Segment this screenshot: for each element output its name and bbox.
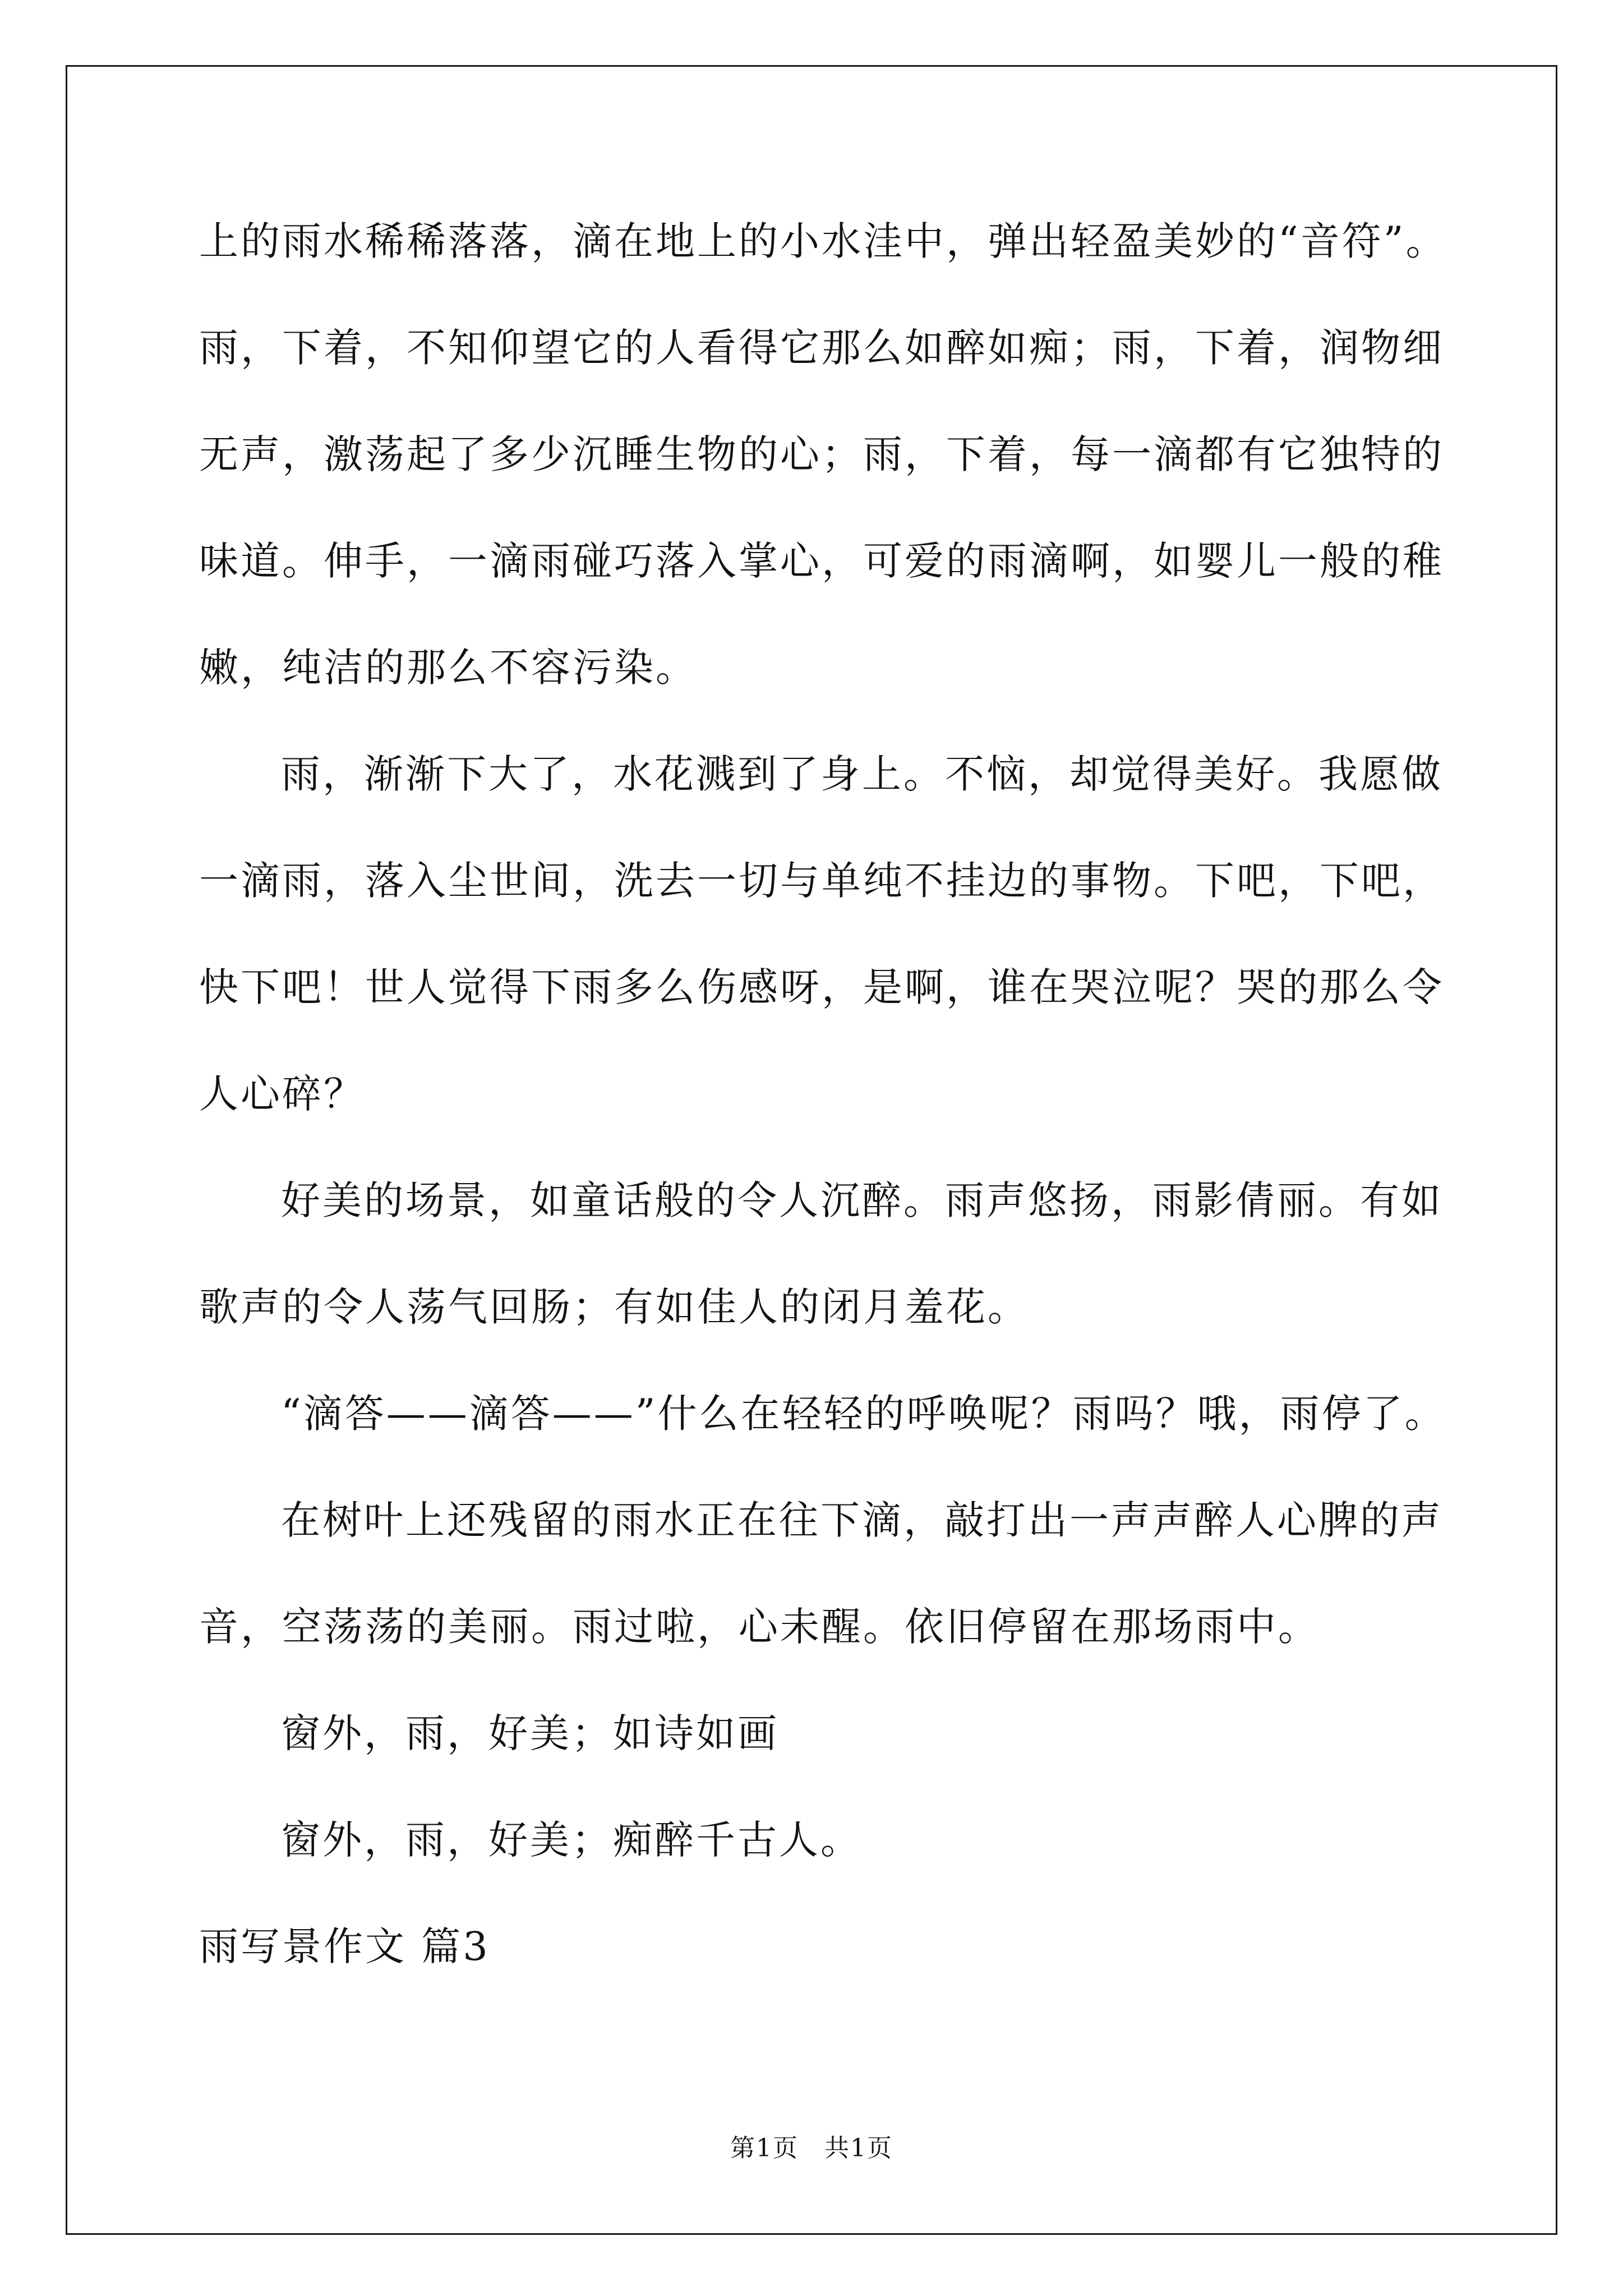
page-border (66, 65, 1557, 2235)
text-line: 一滴雨，落入尘世间，洗去一切与单纯不挂边的事物。下吧，下吧， (199, 858, 1444, 904)
text-line: 音，空荡荡的美丽。雨过啦，心未醒。依旧停留在那场雨中。 (199, 1604, 1320, 1650)
paragraph-start: 窗外，雨，好美；如诗如画 (281, 1710, 779, 1756)
text-line: 歌声的令人荡气回肠；有如佳人的闭月羞花。 (199, 1284, 1029, 1330)
text-line: 人心碎？ (199, 1071, 365, 1117)
text-line: 无声，激荡起了多少沉睡生物的心；雨，下着，每一滴都有它独特的 (199, 431, 1444, 477)
paragraph-start: 雨，渐渐下大了，水花溅到了身上。不恼，却觉得美好。我愿做 (281, 751, 1443, 797)
text-line: 上的雨水稀稀落落，滴在地上的小水洼中，弹出轻盈美妙的“音符”。 (199, 218, 1447, 264)
page-footer: 第1页 共1页 (730, 2134, 893, 2162)
section-heading: 雨写景作文 篇3 (199, 1924, 490, 1970)
text-line: 快下吧！世人觉得下雨多么伤感呀，是啊，谁在哭泣呢？哭的那么令 (199, 964, 1444, 1010)
text-line: 嫩，纯洁的那么不容污染。 (199, 645, 697, 691)
text-line: 雨，下着，不知仰望它的人看得它那么如醉如痴；雨，下着，润物细 (199, 325, 1444, 371)
paragraph-start: 在树叶上还残留的雨水正在往下滴，敲打出一声声醉人心脾的声 (281, 1497, 1443, 1543)
paragraph-start: 窗外，雨，好美；痴醉千古人。 (281, 1817, 862, 1863)
text-line: 味道。伸手，一滴雨碰巧落入掌心，可爱的雨滴啊，如婴儿一般的稚 (199, 538, 1444, 584)
paragraph-start: 好美的场景，如童话般的令人沉醉。雨声悠扬，雨影倩丽。有如 (281, 1177, 1443, 1223)
paragraph-start: “滴答——滴答——”什么在轻轻的呼唤呢？雨吗？哦，雨停了。 (281, 1391, 1446, 1437)
